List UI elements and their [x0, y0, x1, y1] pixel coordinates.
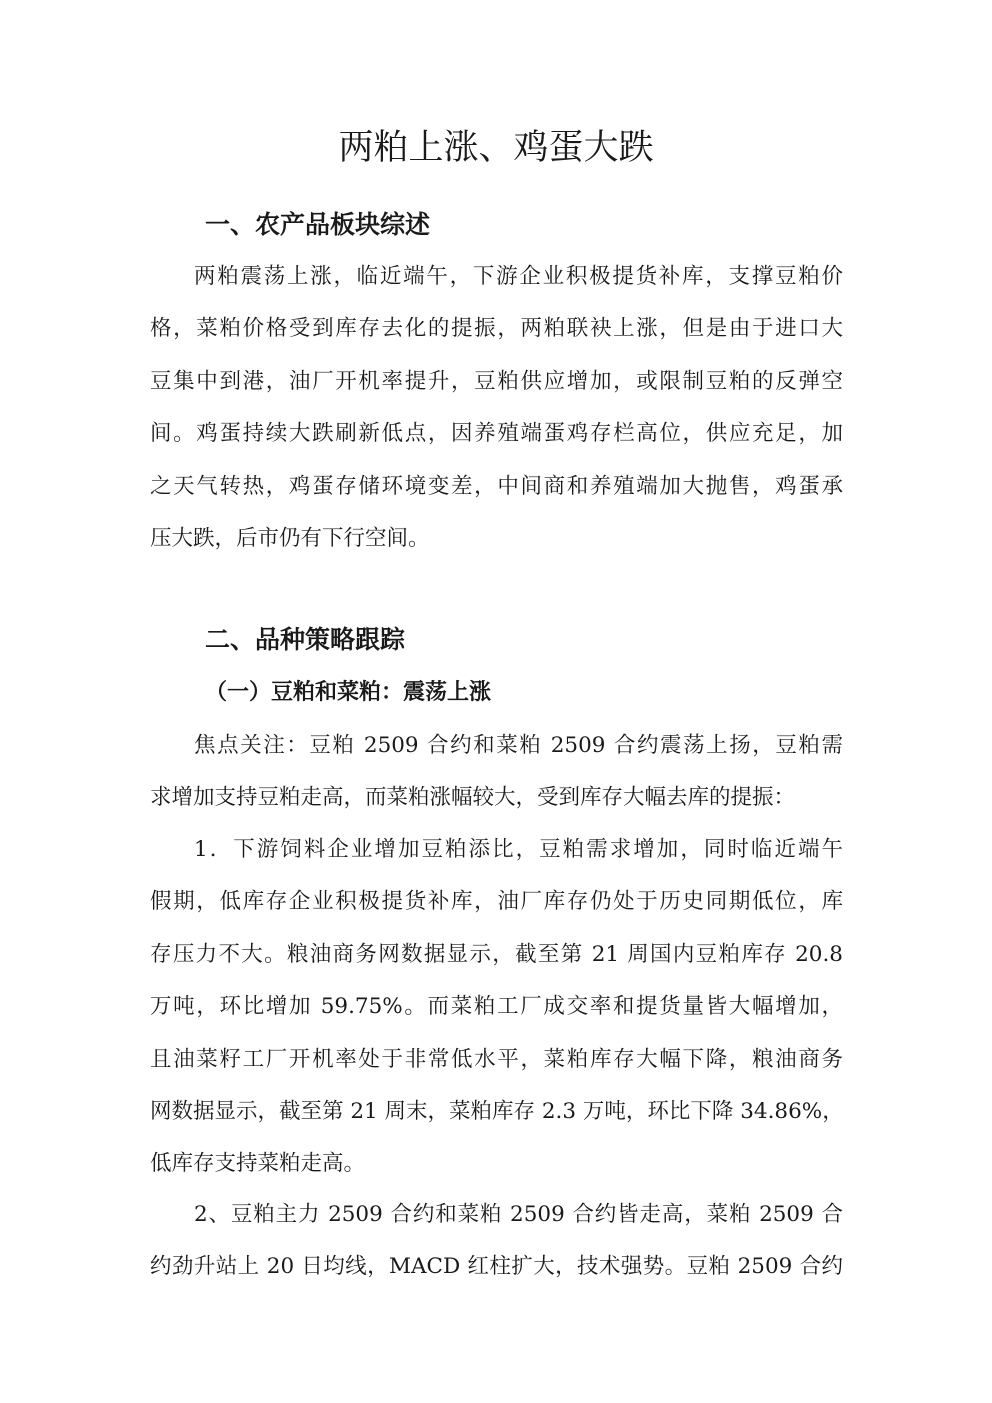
paragraph-line: 求增加支持豆粕走高，而菜粕涨幅较大，受到库存大幅去库的提振：: [150, 785, 796, 811]
paragraph-line: 网数据显示，截至第 21 周末，菜粕库存 2.3 万吨，环比下降 34.86%，: [150, 1098, 844, 1124]
point-2-paragraph: [150, 1189, 843, 1294]
paragraph-line: 1．下游饲料企业增加豆粕添比，豆粕需求增加，同时临近端午: [194, 837, 843, 862]
paragraph-line: 两粕震荡上涨，临近端午，下游企业积极提货补库，支撑豆粕价: [194, 264, 843, 289]
paragraph-line: 格，菜粕价格受到库存去化的提振，两粕联袂上涨，但是由于进口大: [150, 316, 843, 342]
paragraph-line: 2、豆粕主力 2509 合约和菜粕 2509 合约皆走高，菜粕 2509 合: [194, 1202, 843, 1227]
paragraph-line: 低库存支持菜粕走高。: [150, 1151, 366, 1177]
paragraph-line: 豆集中到港，油厂开机率提升，豆粕供应增加，或限制豆粕的反弹空: [150, 368, 843, 394]
paragraph-line: 万吨，环比增加 59.75%。而菜粕工厂成交率和提货量皆大幅增加，: [150, 994, 843, 1020]
paragraph-line: 且油菜籽工厂开机率处于非常低水平，菜粕库存大幅下降，粮油商务: [150, 1046, 843, 1072]
paragraph-line: 间。鸡蛋持续大跌刷新低点，因养殖端蛋鸡存栏高位，供应充足，加: [150, 421, 843, 447]
overview-paragraph: [150, 251, 843, 565]
document-title: 两粕上涨、鸡蛋大跌: [338, 128, 654, 168]
paragraph-line: 之天气转热，鸡蛋存储环境变差，中间商和养殖端加大抛售，鸡蛋承: [150, 473, 843, 499]
paragraph-line: 存压力不大。粮油商务网数据显示，截至第 21 周国内豆粕库存 20.8: [150, 941, 843, 967]
subsection-heading-meal: （一）豆粕和菜粕：震荡上涨: [205, 679, 492, 705]
paragraph-line: 约劲升站上 20 日均线，MACD 红柱扩大，技术强势。豆粕 2509 合约: [150, 1254, 843, 1280]
point-1-paragraph: [150, 824, 843, 1191]
section-heading-overview: 一、农产品板块综述: [205, 210, 431, 239]
focus-paragraph: [150, 720, 843, 825]
paragraph-line: 假期，低库存企业积极提货补库，油厂库存仍处于历史同期低位，库: [150, 889, 843, 915]
section-heading-strategy: 二、品种策略跟踪: [205, 625, 406, 654]
paragraph-line: 压大跌，后市仍有下行空间。: [150, 525, 430, 551]
paragraph-line: 焦点关注：豆粕 2509 合约和菜粕 2509 合约震荡上扬，豆粕需: [194, 733, 843, 758]
